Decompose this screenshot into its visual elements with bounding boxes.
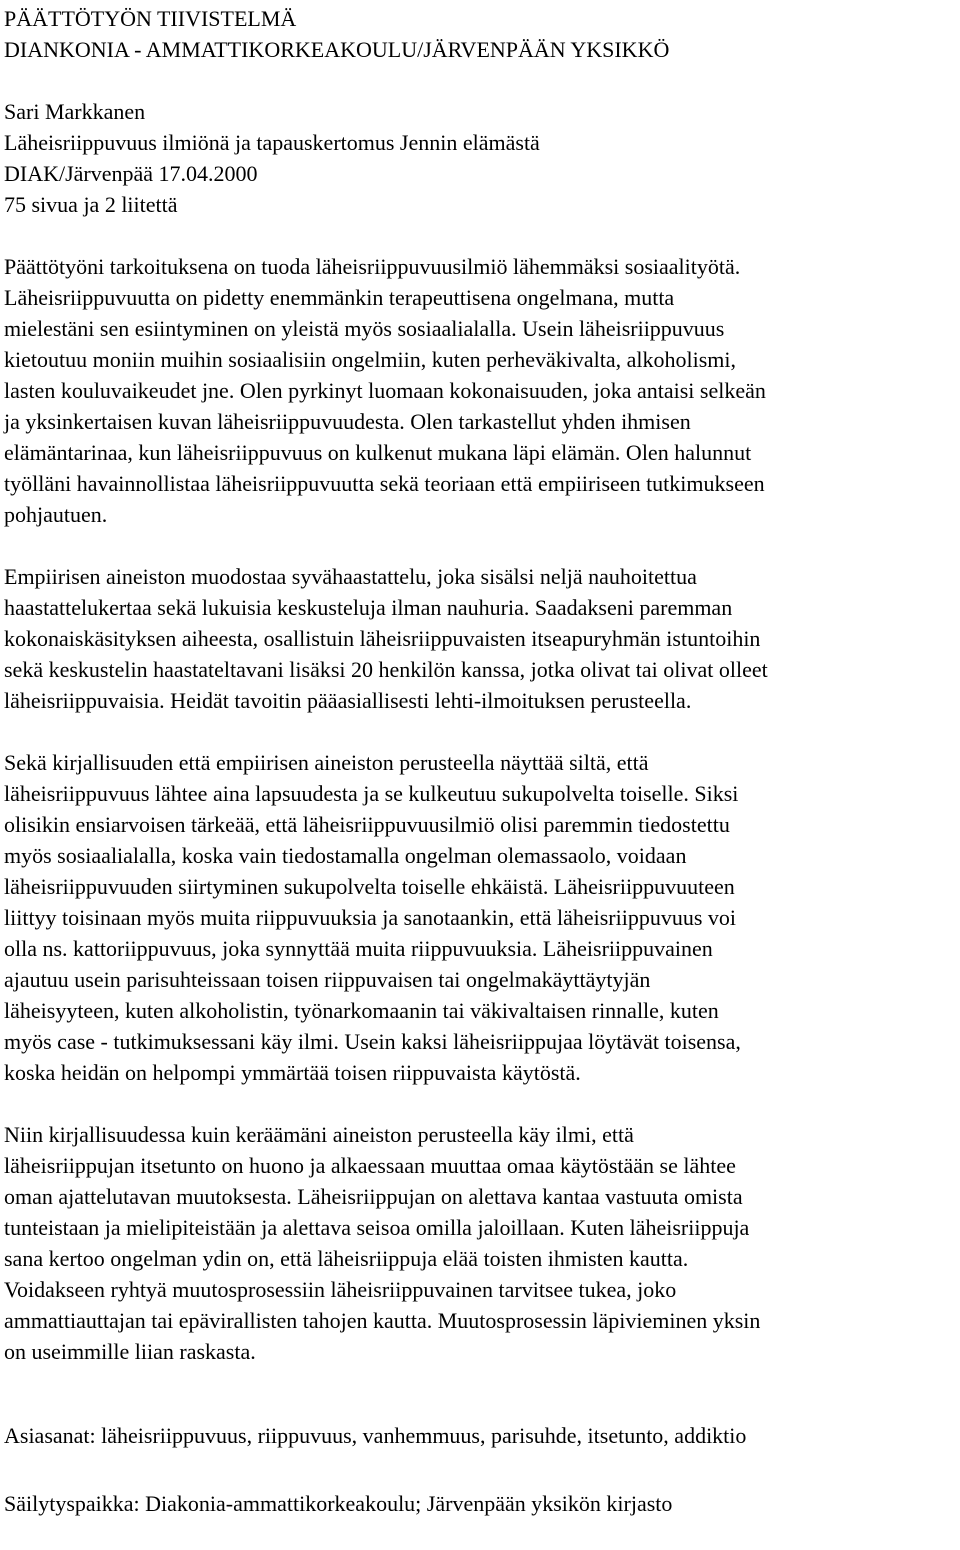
text-line: sekä keskustelin haastateltavani lisäksi 20 henkilön kanssa, jotka olivat tai olivat olleet [4, 657, 768, 682]
text-line: koska heidän on helpompi ymmärtää toisen riippuvaista käytöstä. [4, 1060, 581, 1085]
text-line: läheisriippuvuuden siirtyminen sukupolvelta toiselle ehkäistä. Läheisriippuvuuteen [4, 874, 735, 899]
text-line: ajautuu usein parisuhteissaan toisen riippuvaisen tai ongelmakäyttäytyjän [4, 967, 651, 992]
abstract-page [4, 3, 958, 1519]
text-line: elämäntarinaa, kun läheisriippuvuus on kulkenut mukana läpi elämän. Olen halunnut [4, 440, 752, 465]
text-line: ja yksinkertaisen kuvan läheisriippuvuudesta. Olen tarkastellut yhden ihmisen [4, 409, 691, 434]
text-line: työlläni havainnollistaa läheisriippuvuutta sekä teoriaan että empiiriseen tutkimukseen [4, 471, 765, 496]
text-line: oman ajattelutavan muutoksesta. Läheisriippujan on alettava kantaa vastuuta omista [4, 1184, 743, 1209]
paragraph-purpose [4, 251, 958, 530]
text-line: Sekä kirjallisuuden että empiirisen aineiston perusteella näyttää siltä, että [4, 750, 649, 775]
text-line: läheisyyteen, kuten alkoholistin, työnarkomaanin tai väkivaltaisen rinnalle, kuten [4, 998, 719, 1023]
storage-location: Säilytyspaikka: Diakonia-ammattikorkeakoulu; Järvenpään yksikön kirjasto [4, 1491, 673, 1516]
text-line: Voidakseen ryhtyä muutosprosessiin läheisriippuvainen tarvitsee tukea, joko [4, 1277, 677, 1302]
text-line: olisikin ensiarvoisen tärkeää, että läheisriippuvuusilmiö olisi paremmin tiedostettu [4, 812, 730, 837]
text-line: pohjautuen. [4, 502, 108, 527]
text-line: liittyy toisinaan myös muita riippuvuuksia ja sanotaankin, että läheisriippuvuus voi [4, 905, 737, 930]
paragraph-conclusion [4, 1119, 958, 1367]
paragraph-method [4, 561, 958, 716]
text-line: Päättötyöni tarkoituksena on tuoda läheisriippuvuusilmiö lähemmäksi sosiaalityötä. [4, 254, 741, 279]
text-line: kietoutuu moniin muihin sosiaalisiin ongelmiin, kuten perheväkivalta, alkoholismi, [4, 347, 737, 372]
text-line: Niin kirjallisuudessa kuin keräämäni aineiston perusteella käy ilmi, että [4, 1122, 634, 1147]
text-line: on useimmille liian raskasta. [4, 1339, 256, 1364]
thesis-title: Läheisriippuvuus ilmiönä ja tapauskertomus Jennin elämästä [4, 130, 540, 155]
page-count: 75 sivua ja 2 liitettä [4, 192, 178, 217]
text-line: olla ns. kattoriippuvuus, joka synnyttää muita riippuvuuksia. Läheisriippuvainen [4, 936, 713, 961]
text-line: haastattelukertaa sekä lukuisia keskusteluja ilman nauhuria. Saadakseni paremman [4, 595, 733, 620]
text-line: Läheisriippuvuutta on pidetty enemmänkin terapeuttisena ongelmana, mutta [4, 285, 675, 310]
text-line: lasten kouluvaikeudet jne. Olen pyrkinyt luomaan kokonaisuuden, joka antaisi selkeän [4, 378, 766, 403]
abstract-header [4, 3, 958, 220]
paragraph-findings [4, 747, 958, 1088]
keywords: Asiasanat: läheisriippuvuus, riippuvuus, vanhemmuus, parisuhde, itsetunto, addiktio [4, 1423, 747, 1448]
institution-name: DIANKONIA - AMMATTIKORKEAKOULU/JÄRVENPÄÄN YKSIKKÖ [4, 37, 670, 62]
text-line: myös case - tutkimuksessani käy ilmi. Usein kaksi läheisriippujaa löytävät toisensa, [4, 1029, 741, 1054]
text-line: läheisriippuvuus lähtee aina lapsuudesta ja se kulkeutuu sukupolvelta toiselle. Siksi [4, 781, 739, 806]
text-line: sana kertoo ongelman ydin on, että läheisriippuja elää toisten ihmisten kautta. [4, 1246, 689, 1271]
text-line: mielestäni sen esiintyminen on yleistä myös sosiaalialalla. Usein läheisriippuvuus [4, 316, 725, 341]
text-line: läheisriippuvaisia. Heidät tavoitin pääasiallisesti lehti-ilmoituksen perusteella. [4, 688, 692, 713]
text-line: tunteistaan ja mielipiteistään ja alettava seisoa omilla jaloillaan. Kuten läheisriippuja [4, 1215, 750, 1240]
document-title: PÄÄTTÖTYÖN TIIVISTELMÄ [4, 6, 297, 31]
text-line: myös sosiaalialalla, koska vain tiedostamalla ongelman olemassaolo, voidaan [4, 843, 687, 868]
text-line: ammattiauttajan tai epävirallisten tahojen kautta. Muutosprosessin läpivieminen yksin [4, 1308, 761, 1333]
text-line: Empiirisen aineiston muodostaa syvähaastattelu, joka sisälsi neljä nauhoitettua [4, 564, 697, 589]
author-name: Sari Markkanen [4, 99, 146, 124]
text-line: läheisriippujan itsetunto on huono ja alkaessaan muuttaa omaa käytöstään se lähtee [4, 1153, 736, 1178]
text-line: kokonaiskäsityksen aiheesta, osallistuin läheisriippuvaisten itseapuryhmän istuntoihin [4, 626, 761, 651]
place-date: DIAK/Järvenpää 17.04.2000 [4, 161, 258, 186]
